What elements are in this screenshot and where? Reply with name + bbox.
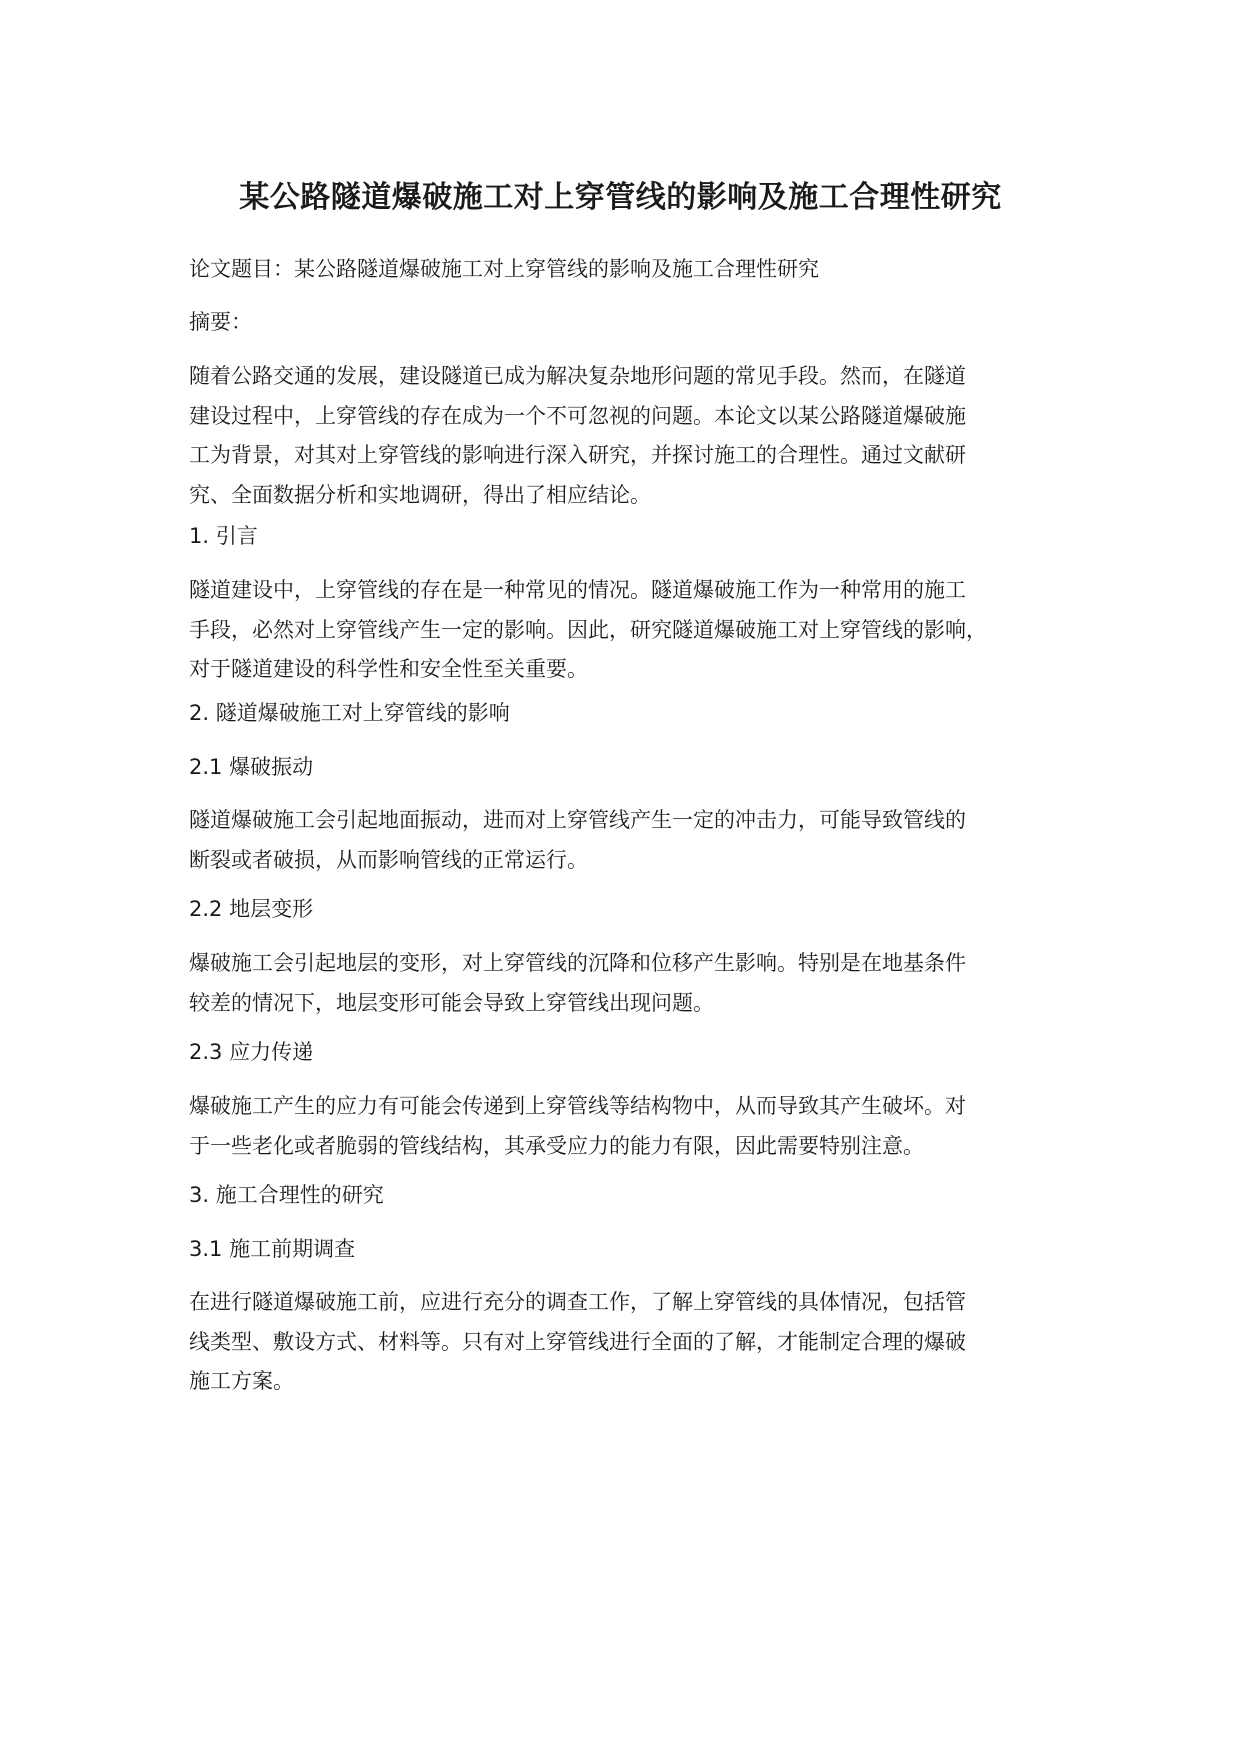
text-line: 爆破施工产生的应力有可能会传递到上穿管线等结构物中，从而导致其产生破坏。对: [189, 1094, 966, 1118]
text-line: 于一些老化或者脆弱的管线结构，其承受应力的能力有限，因此需要特别注意。: [189, 1133, 924, 1158]
section-heading-rationality: 3. 施工合理性的研究: [189, 1183, 384, 1207]
text-line: 隧道建设中，上穿管线的存在是一种常见的情况。隧道爆破施工作为一种常用的施工: [189, 578, 966, 602]
abstract-paragraph: [189, 357, 1069, 515]
abstract-label: 摘要：: [189, 310, 252, 334]
text-line: 爆破施工会引起地层的变形，对上穿管线的沉降和位移产生影响。特别是在地基条件: [189, 951, 966, 975]
text-line: 较差的情况下，地层变形可能会导致上穿管线出现问题。: [189, 990, 714, 1015]
intro-paragraph: [189, 571, 1069, 690]
document-title: 某公路隧道爆破施工对上穿管线的影响及施工合理性研究: [239, 180, 1002, 215]
text-line: 手段，必然对上穿管线产生一定的影响。因此，研究隧道爆破施工对上穿管线的影响，: [189, 617, 987, 642]
text-line: 工为背景，对其对上穿管线的影响进行深入研究，并探讨施工的合理性。通过文献研: [189, 443, 966, 467]
text-line: 线类型、敷设方式、材料等。只有对上穿管线进行全面的了解，才能制定合理的爆破: [189, 1329, 966, 1354]
subsection-heading-stress: 2.3 应力传递: [189, 1040, 314, 1064]
vibration-paragraph: [189, 801, 1069, 880]
text-line: 随着公路交通的发展，建设隧道已成为解决复杂地形问题的常见手段。然而，在隧道: [189, 364, 966, 388]
subsection-heading-deformation: 2.2 地层变形: [189, 897, 314, 921]
text-line: 在进行隧道爆破施工前，应进行充分的调查工作，了解上穿管线的具体情况，包括管: [189, 1290, 966, 1314]
text-line: 究、全面数据分析和实地调研，得出了相应结论。: [189, 482, 651, 507]
stress-paragraph: [189, 1087, 1069, 1166]
text-line: 施工方案。: [189, 1369, 294, 1393]
text-line: 对于隧道建设的科学性和安全性至关重要。: [189, 657, 588, 681]
subsection-heading-survey: 3.1 施工前期调查: [189, 1237, 356, 1261]
deformation-paragraph: [189, 944, 1069, 1023]
section-heading-intro: 1. 引言: [189, 524, 258, 548]
section-heading-impact: 2. 隧道爆破施工对上穿管线的影响: [189, 701, 510, 725]
text-line: 建设过程中，上穿管线的存在成为一个不可忽视的问题。本论文以某公路隧道爆破施: [189, 403, 966, 428]
text-line: 断裂或者破损，从而影响管线的正常运行。: [189, 847, 588, 872]
subsection-heading-vibration: 2.1 爆破振动: [189, 755, 314, 779]
text-line: 隧道爆破施工会引起地面振动，进而对上穿管线产生一定的冲击力，可能导致管线的: [189, 808, 966, 832]
paper-title-line: 论文题目：某公路隧道爆破施工对上穿管线的影响及施工合理性研究: [189, 257, 819, 281]
survey-paragraph: [189, 1283, 1069, 1402]
